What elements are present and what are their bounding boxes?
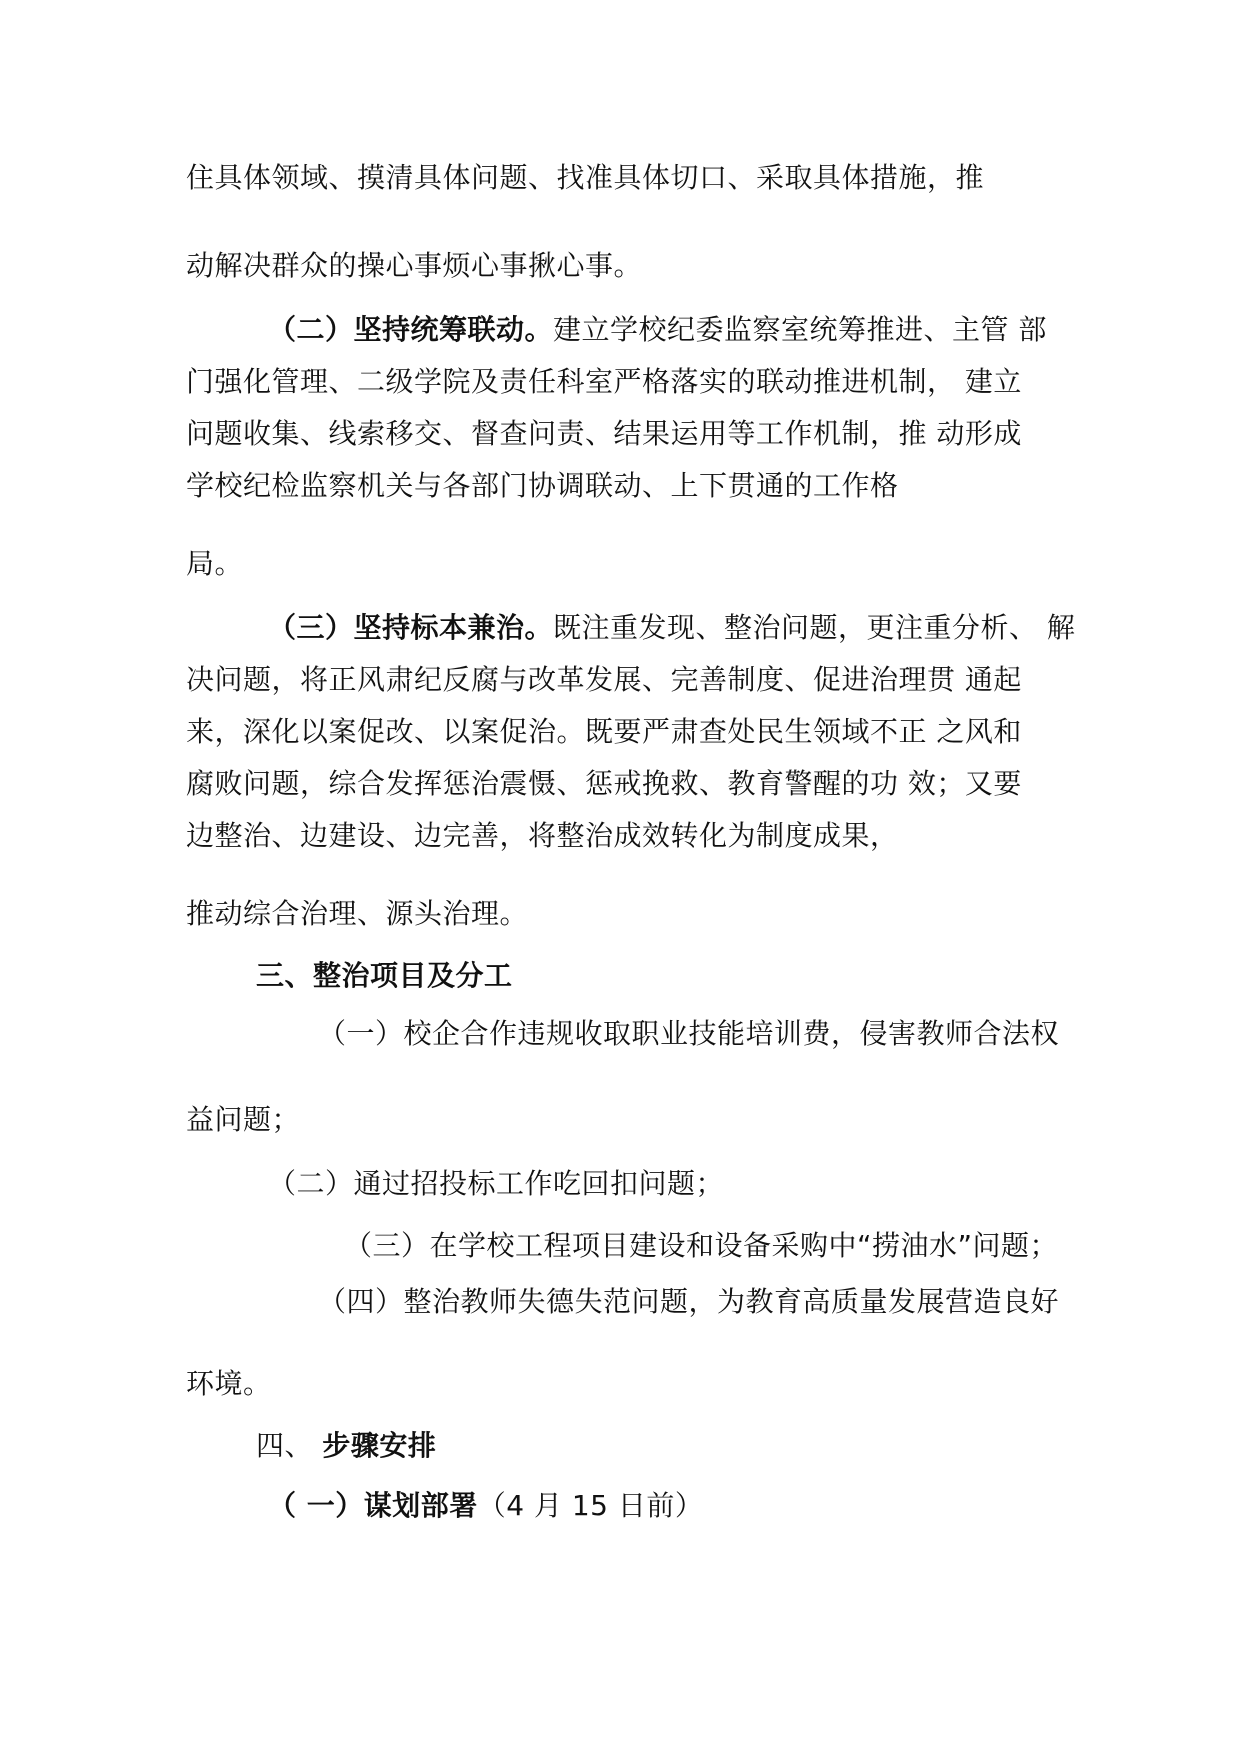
paragraph-line: 环境。 [186, 1367, 272, 1400]
subheading-label: （二）坚持统筹联动。 [268, 313, 554, 346]
subheading-line: （ 一）谋划部署（4 月 15 日前） [268, 1489, 704, 1522]
paragraph-line: 问题收集、线索移交、督查问责、结果运用等工作机制，推 动形成 [186, 417, 1022, 450]
list-item: （一）校企合作违规收取职业技能培训费，侵害教师合法权 [318, 1017, 1060, 1050]
paragraph-line: 腐败问题，综合发挥惩治震慑、惩戒挽救、教育警醒的功 效；又要 [186, 767, 1022, 800]
list-item: （三）在学校工程项目建设和设备采购中“捞油水”问题； [344, 1229, 1059, 1262]
paragraph-line: 学校纪检监察机关与各部门协调联动、上下贯通的工作格 [186, 469, 899, 502]
paragraph-line: 决问题，将正风肃纪反腐与改革发展、完善制度、促进治理贯 通起 [186, 663, 1022, 696]
paragraph-line: 推动综合治理、源头治理。 [186, 897, 529, 930]
paragraph-line: 住具体领域、摸清具体问题、找准具体切口、采取具体措施，推 [186, 161, 985, 194]
list-item: （四）整治教师失德失范问题，为教育高质量发展营造良好 [318, 1285, 1060, 1318]
subheading-label: （三）坚持标本兼治。 [268, 611, 554, 644]
paragraph-line: 门强化管理、二级学院及责任科室严格落实的联动推进机制， 建立 [186, 365, 1022, 398]
subheading-line: （二）坚持统筹联动。建立学校纪委监察室统筹推进、主管 部 [268, 313, 1047, 346]
paragraph-line: 边整治、边建设、边完善，将整治成效转化为制度成果， [186, 819, 899, 852]
list-item: （二）通过招投标工作吃回扣问题； [268, 1167, 725, 1200]
paragraph-line: 局。 [186, 547, 244, 580]
section-heading: 四、 步骤安排 [256, 1429, 437, 1462]
paragraph-line: 动解决群众的操心事烦心事揪心事。 [186, 249, 643, 282]
section-heading: 三、整治项目及分工 [256, 959, 513, 992]
paragraph-line: 益问题； [186, 1103, 301, 1136]
subheading-label: （ 一）谋划部署 [268, 1489, 478, 1522]
subheading-line: （三）坚持标本兼治。既注重发现、整治问题，更注重分析、 解 [268, 611, 1076, 644]
paragraph-line: 来，深化以案促改、以案促治。既要严肃查处民生领域不正 之风和 [186, 715, 1022, 748]
